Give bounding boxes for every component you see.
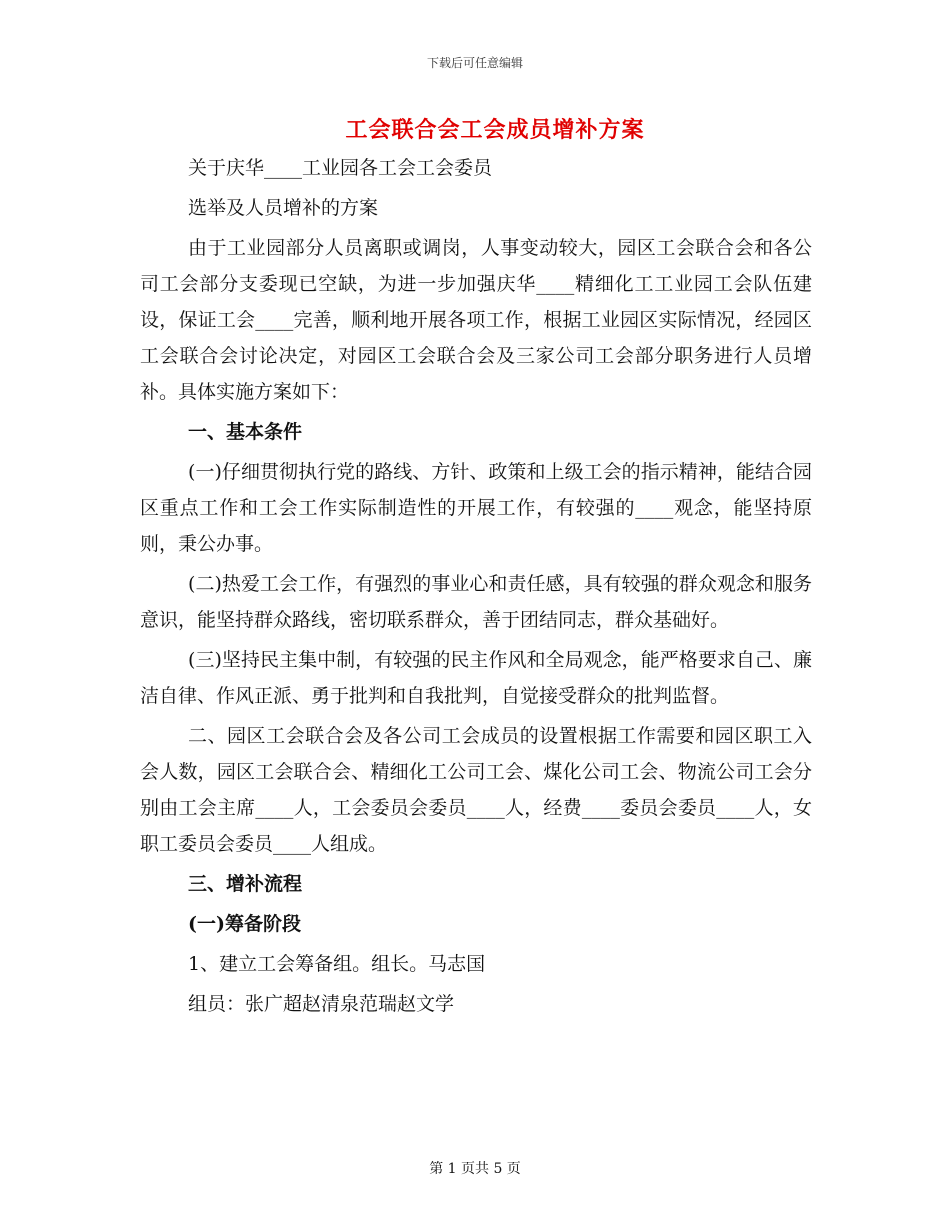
document-title: 工会联合会工会成员增补方案	[345, 117, 645, 143]
paragraph-member-setup: 二、园区工会联合会及各公司工会成员的设置根据工作需要和园区职工入会人数，园区工会联合会、精细化工公司工会、煤化公司工会、物流公司工会分别由工会主席____人，工会委员会委员____人，经费____委员会委员____人，女职工委员会委员____人组成。	[140, 725, 812, 855]
paragraph-members: 组员：张广超赵清泉范瑞赵文学	[188, 993, 455, 1015]
intro-line-1: 关于庆华____工业园各工会工会委员	[188, 157, 493, 179]
paragraph-background: 由于工业园部分人员离职或调岗，人事变动较大，园区工会联合会和各公司工会部分支委现已空缺，为进一步加强庆华____精细化工工业园工会队伍建设，保证工会____完善，顺利地开展各项工作，根据工业园区实际情况，经园区工会联合会讨论决定，对园区工会联合会及三家公司工会部分职务进行人员增补。具体实施方案如下：	[140, 237, 812, 403]
header-note: 下载后可任意编辑	[426, 56, 523, 70]
section-heading-basic-conditions: 一、基本条件	[188, 421, 303, 443]
paragraph-condition-2: (二)热爱工会工作，有强烈的事业心和责任感，具有较强的群众观念和服务意识，能坚持群众路线，密切联系群众，善于团结同志，群众基础好。	[140, 573, 812, 631]
section-heading-process: 三、增补流程	[188, 873, 303, 895]
subsection-heading-preparation: (一)筹备阶段	[188, 913, 301, 935]
paragraph-condition-1: (一)仔细贯彻执行党的路线、方针、政策和上级工会的指示精神，能结合园区重点工作和工会工作实际制造性的开展工作，有较强的____观念，能坚持原则，秉公办事。	[140, 461, 812, 555]
intro-line-2: 选举及人员增补的方案	[188, 197, 379, 219]
paragraph-condition-3: (三)坚持民主集中制，有较强的民主作风和全局观念，能严格要求自己、廉洁自律、作风正派、勇于批判和自我批判，自觉接受群众的批判监督。	[140, 649, 812, 707]
page-footer: 第 1 页共 5 页	[429, 1161, 521, 1177]
paragraph-prep-group: 1、建立工会筹备组。组长。马志国	[188, 953, 486, 975]
document-body	[140, 150, 812, 1026]
